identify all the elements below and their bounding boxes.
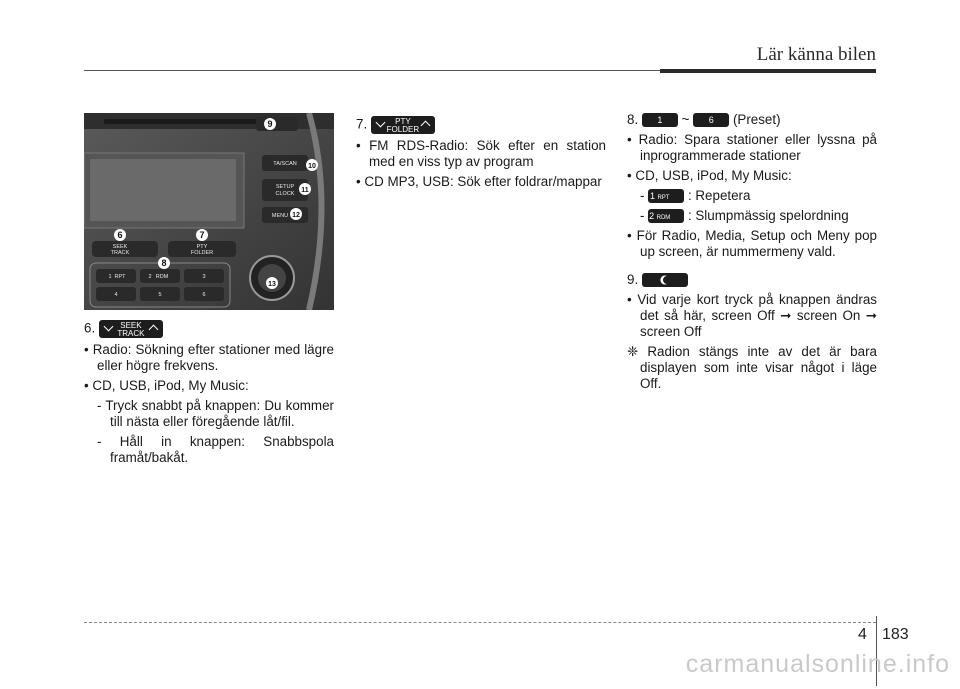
callout-6: 6 [117, 230, 123, 240]
label-preset6: 6 [202, 292, 206, 298]
rpt-text: : Repetera [687, 188, 751, 203]
item-number: 8. [627, 112, 639, 127]
item-7-heading [356, 116, 606, 134]
dash: - [640, 188, 645, 203]
preset-label: (Preset) [732, 112, 781, 127]
callout-8: 8 [161, 258, 167, 268]
label-preset2: 2 [148, 274, 152, 280]
item-6-heading [84, 320, 334, 338]
header-bar [660, 69, 876, 73]
preset-6-button-icon: 6 [693, 113, 729, 127]
seek-track-button-icon [99, 320, 163, 338]
seek-label: SEEK [120, 321, 142, 330]
bullet-text: • CD MP3, USB: Sök efter foldrar/mappar [356, 174, 606, 190]
rdm-text: : Slumpmässig spelordning [687, 208, 849, 223]
bullet-text: • Radio: Spara stationer eller lyssna på inprogrammerade stationer [627, 132, 877, 164]
footer-rule [84, 622, 876, 623]
item-8-heading [627, 112, 877, 128]
label-preset4: 4 [114, 292, 118, 298]
label-track: TRACK [110, 250, 130, 256]
chapter-number: 4 [858, 626, 867, 643]
item-number: 6. [84, 320, 96, 336]
bullet-text: • CD, USB, iPod, My Music: [627, 168, 877, 184]
column-pty-folder [356, 116, 606, 194]
bullet-text: • Radio: Sökning efter stationer med lägre eller högre frekvens. [84, 342, 334, 374]
callout-10: 10 [308, 163, 316, 170]
label-rdm: RDM [155, 274, 169, 280]
label-menu: MENU [271, 213, 289, 219]
bullet-text: • CD, USB, iPod, My Music: [84, 378, 334, 394]
item-number: 9. [627, 272, 639, 287]
label-preset3: 3 [202, 274, 206, 280]
label-preset1: 1 [108, 274, 112, 280]
callout-11: 11 [301, 187, 309, 194]
label-folder: FOLDER [190, 250, 214, 256]
column-preset [627, 112, 877, 396]
callout-9: 9 [267, 119, 273, 129]
sub-item-text: - Tryck snabbt på knappen: Du kommer till nästa eller föregående låt/fil. [97, 398, 334, 429]
label-preset5: 5 [158, 292, 162, 298]
dash: - [640, 208, 645, 223]
rpt-button-icon: 1 RPT [648, 189, 684, 203]
track-label: TRACK [117, 329, 145, 338]
item-9-heading [627, 272, 877, 288]
label-pty: PTY [196, 244, 208, 250]
watermark: carmanualsonline.info [685, 650, 950, 678]
callout-13: 13 [268, 281, 276, 288]
label-seek: SEEK [112, 244, 128, 250]
moon-button-icon [642, 273, 688, 287]
bullet-text: • För Radio, Media, Setup och Meny pop up screen, är nummermeny vald. [627, 228, 877, 260]
sub-item-text: - Håll in knappen: Snabbspola framåt/bakåt. [97, 434, 334, 465]
callout-7: 7 [199, 230, 205, 240]
item-number: 7. [356, 116, 368, 132]
label-setup: SETUP [275, 184, 295, 190]
rdm-button-icon: 2 RDM [648, 209, 684, 223]
range-tilde: ~ [681, 112, 690, 127]
pty-label: PTY [395, 117, 411, 126]
note-text: ❈ Radion stängs inte av det är bara displayen som inte visar något i läge Off. [627, 344, 877, 391]
folder-label: FOLDER [386, 125, 420, 134]
sub-item-repeat [627, 188, 877, 204]
header-title: Lär känna bilen [756, 44, 876, 65]
callout-12: 12 [292, 212, 300, 219]
label-ta-scan: TA/SCAN [273, 161, 297, 167]
pty-folder-button-icon [371, 116, 435, 134]
radio-panel-svg [84, 113, 334, 310]
label-clock: CLOCK [275, 191, 295, 197]
sub-item-random [627, 208, 877, 224]
column-seek-track [84, 320, 334, 470]
label-rpt: RPT [114, 274, 126, 280]
bullet-text: • Vid varje kort tryck på knappen ändras det så här, screen Off ➞ screen On ➞ screen Off [627, 292, 877, 340]
bullet-text: • FM RDS-Radio: Sök efter en station med en viss typ av program [356, 138, 606, 170]
preset-1-button-icon: 1 [642, 113, 678, 127]
page-number: 183 [882, 626, 909, 643]
radio-panel-image [84, 113, 334, 310]
